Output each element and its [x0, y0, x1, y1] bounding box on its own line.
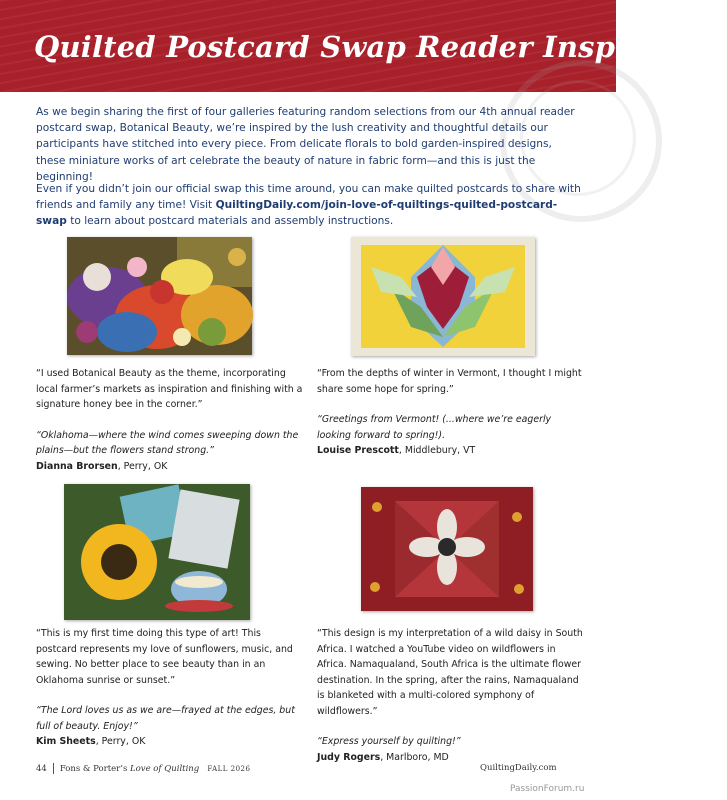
entry-location: , Perry, OK [95, 736, 146, 747]
caption-prescott [317, 366, 585, 459]
swap-link[interactable]: QuiltingDaily.com/join-love-of-quiltings-quilted-postcard-swap [36, 199, 558, 228]
entry-location: , Perry, OK [117, 460, 168, 472]
watermark: PassionForum.ru [510, 784, 585, 794]
entry-name: Dianna Brorsen [36, 460, 118, 472]
issue-label: FALL 2026 [207, 765, 251, 773]
intro-text-after: to learn about postcard materials and assembly instructions. [66, 215, 394, 228]
caption-sheets [36, 626, 304, 750]
caption-rogers [317, 626, 585, 765]
page-title: Quilted Postcard Swap Reader Inspiration [34, 30, 727, 64]
entry-motto: “The Lord loves us as we are—frayed at the edges, but full of beauty. Enjoy!” [36, 705, 295, 732]
caption-brorsen [36, 366, 304, 474]
intro-paragraph-2 [36, 181, 584, 230]
entry-location: , Middlebury, VT [398, 445, 476, 456]
intro-paragraph-1: As we begin sharing the first of four galleries featuring random selections from our 4th annual reader postcard swap, Botanical Beauty, we’re inspired by the lush creativity and thoughtful details our participants have stitched into every piece. From delicate florals to bold garden-inspired designs, these miniature works of art celebrate the beauty of nature in fabric form—and this is just the beginning! [36, 106, 575, 183]
entry-location: , Marlboro, MD [380, 751, 449, 763]
entry-name: Kim Sheets [36, 736, 96, 747]
intro-text-before: Even if you didn’t join our official swap this time around, you can make quilted postcards to share with friends and family any time! Visit [36, 183, 581, 212]
entry-quote: “I used Botanical Beauty as the theme, incorporating local farmer’s markets as inspiration and finishing with a signature honey bee in the corner.” [36, 368, 303, 410]
entry-name: Louise Prescott [317, 445, 399, 456]
entry-motto: “Greetings from Vermont! (...where we’re eagerly looking forward to spring!). [317, 414, 552, 441]
entry-quote: “This is my first time doing this type of art! This postcard represents my love of sunflowers, music, and sewing. No better place to see beauty than in an Oklahoma sunrise or sunset.” [36, 628, 293, 686]
entry-motto: “Express yourself by quilting!” [317, 736, 461, 747]
publication-name: Fons & Porter’s [59, 764, 131, 774]
entry-quote: “From the depths of winter in Vermont, I thought I might share some hope for spring.” [317, 368, 582, 395]
publication-title: Love of Quilting [130, 764, 200, 774]
postcard-photo-rogers [361, 487, 533, 611]
page-number: 44 [36, 764, 47, 774]
footer-website[interactable]: QuiltingDaily.com [480, 763, 557, 773]
entry-name: Judy Rogers [317, 751, 381, 763]
footer-left [36, 763, 250, 774]
entry-quote: “This design is my interpretation of a wild daisy in South Africa. I watched a YouTube video on wildflowers in Africa. Namaqualand, South Africa is the ultimate flower destination. In the spring, after the rains, Namaqualand is blanketed with a multi-colored symphony of wildflowers.” [317, 628, 583, 717]
postcard-photo-prescott [351, 237, 535, 356]
postcard-photo-sheets [64, 484, 250, 620]
entry-motto: “Oklahoma—where the wind comes sweeping down the plains—but the flowers stand strong.” [36, 429, 299, 456]
postcard-photo-brorsen [67, 237, 252, 355]
